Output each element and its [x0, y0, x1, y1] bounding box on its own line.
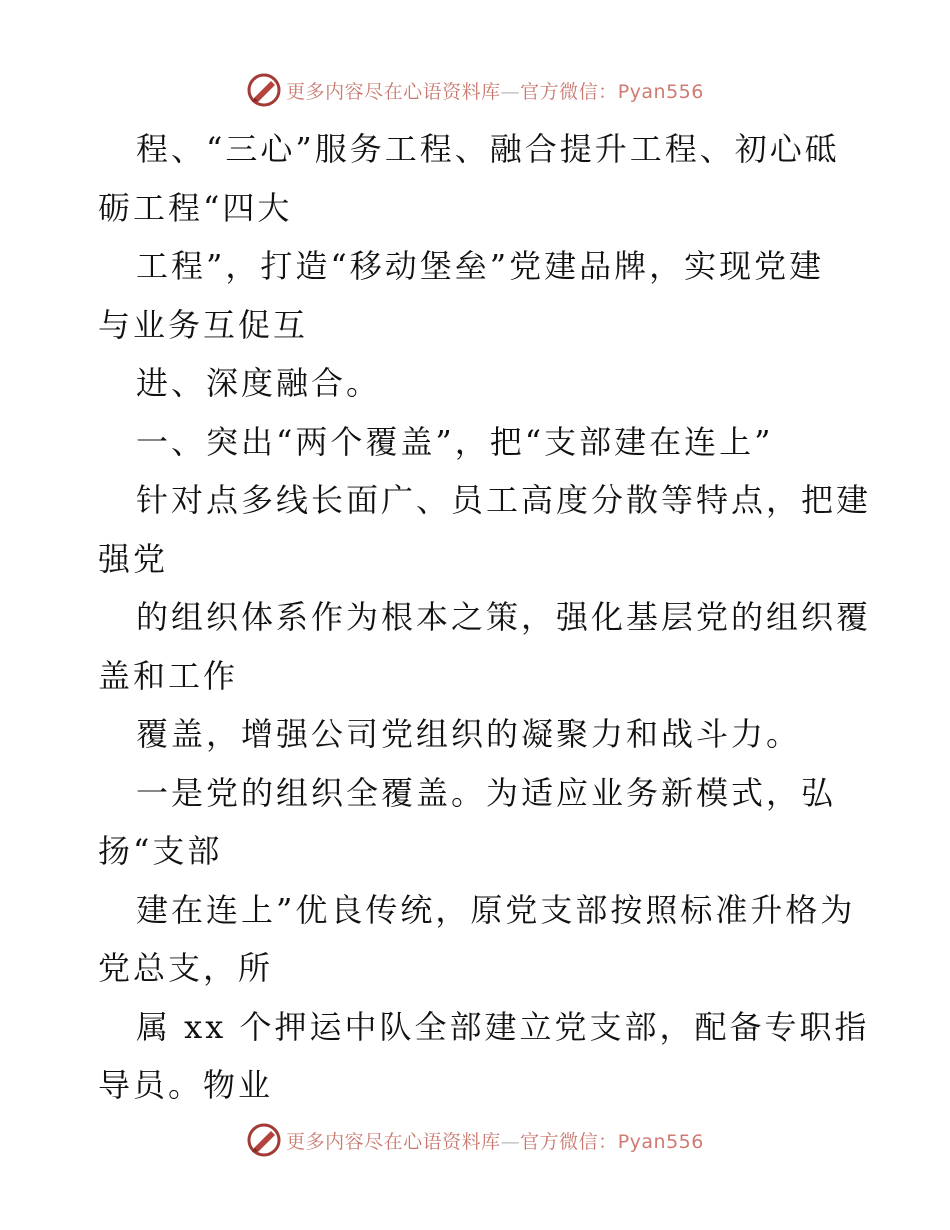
text-line: 针对点多线长面广、员工高度分散等特点，把建	[136, 481, 872, 519]
wechat-id: Pyan556	[617, 80, 704, 103]
text-line: 进、深度融合。	[136, 364, 382, 402]
section-heading: 一、突出“两个覆盖”，把“支部建在连上”	[136, 422, 774, 461]
text-line: 的组织体系作为根本之策，强化基层党的组织覆	[136, 598, 872, 636]
watermark-separator: —	[500, 80, 521, 103]
text-line: 程、“三心”服务工程、融合提升工程、初心砥	[136, 130, 840, 168]
watermark-text: 更多内容尽在心语资料库	[286, 1130, 501, 1153]
text-line: 覆盖，增强公司党组织的凝聚力和战斗力。	[136, 715, 802, 753]
watermark-text: 更多内容尽在心语资料库	[286, 80, 501, 103]
wechat-id: Pyan556	[617, 1130, 704, 1153]
text-line: 强党	[98, 539, 169, 578]
text-line: 盖和工作	[98, 656, 239, 695]
text-line: 与业务互促互	[98, 305, 309, 344]
pen-logo-icon	[246, 1122, 282, 1158]
text-line: 工程”，打造“移动堡垒”党建品牌，实现党建	[136, 247, 825, 285]
text-line: 导员。物业	[98, 1066, 274, 1104]
text-line: 砺工程“四大	[98, 188, 293, 227]
document-body	[98, 120, 872, 1115]
contact-label: 官方微信：	[520, 80, 618, 103]
contact-label: 官方微信：	[520, 1130, 618, 1153]
text-line: 属 xx 个押运中队全部建立党支部，配备专职指	[136, 1007, 870, 1046]
text-line: 党总支，所	[98, 949, 274, 987]
watermark-separator: —	[500, 1130, 521, 1153]
header-watermark	[0, 70, 950, 110]
pen-logo-icon	[246, 72, 282, 108]
text-line: 一是党的组织全覆盖。为适应业务新模式，弘	[136, 773, 837, 812]
text-line: 扬“支部	[98, 832, 223, 870]
footer-watermark	[0, 1120, 950, 1160]
text-line: 建在连上”优良传统，原党支部按照标准升格为	[136, 890, 856, 929]
